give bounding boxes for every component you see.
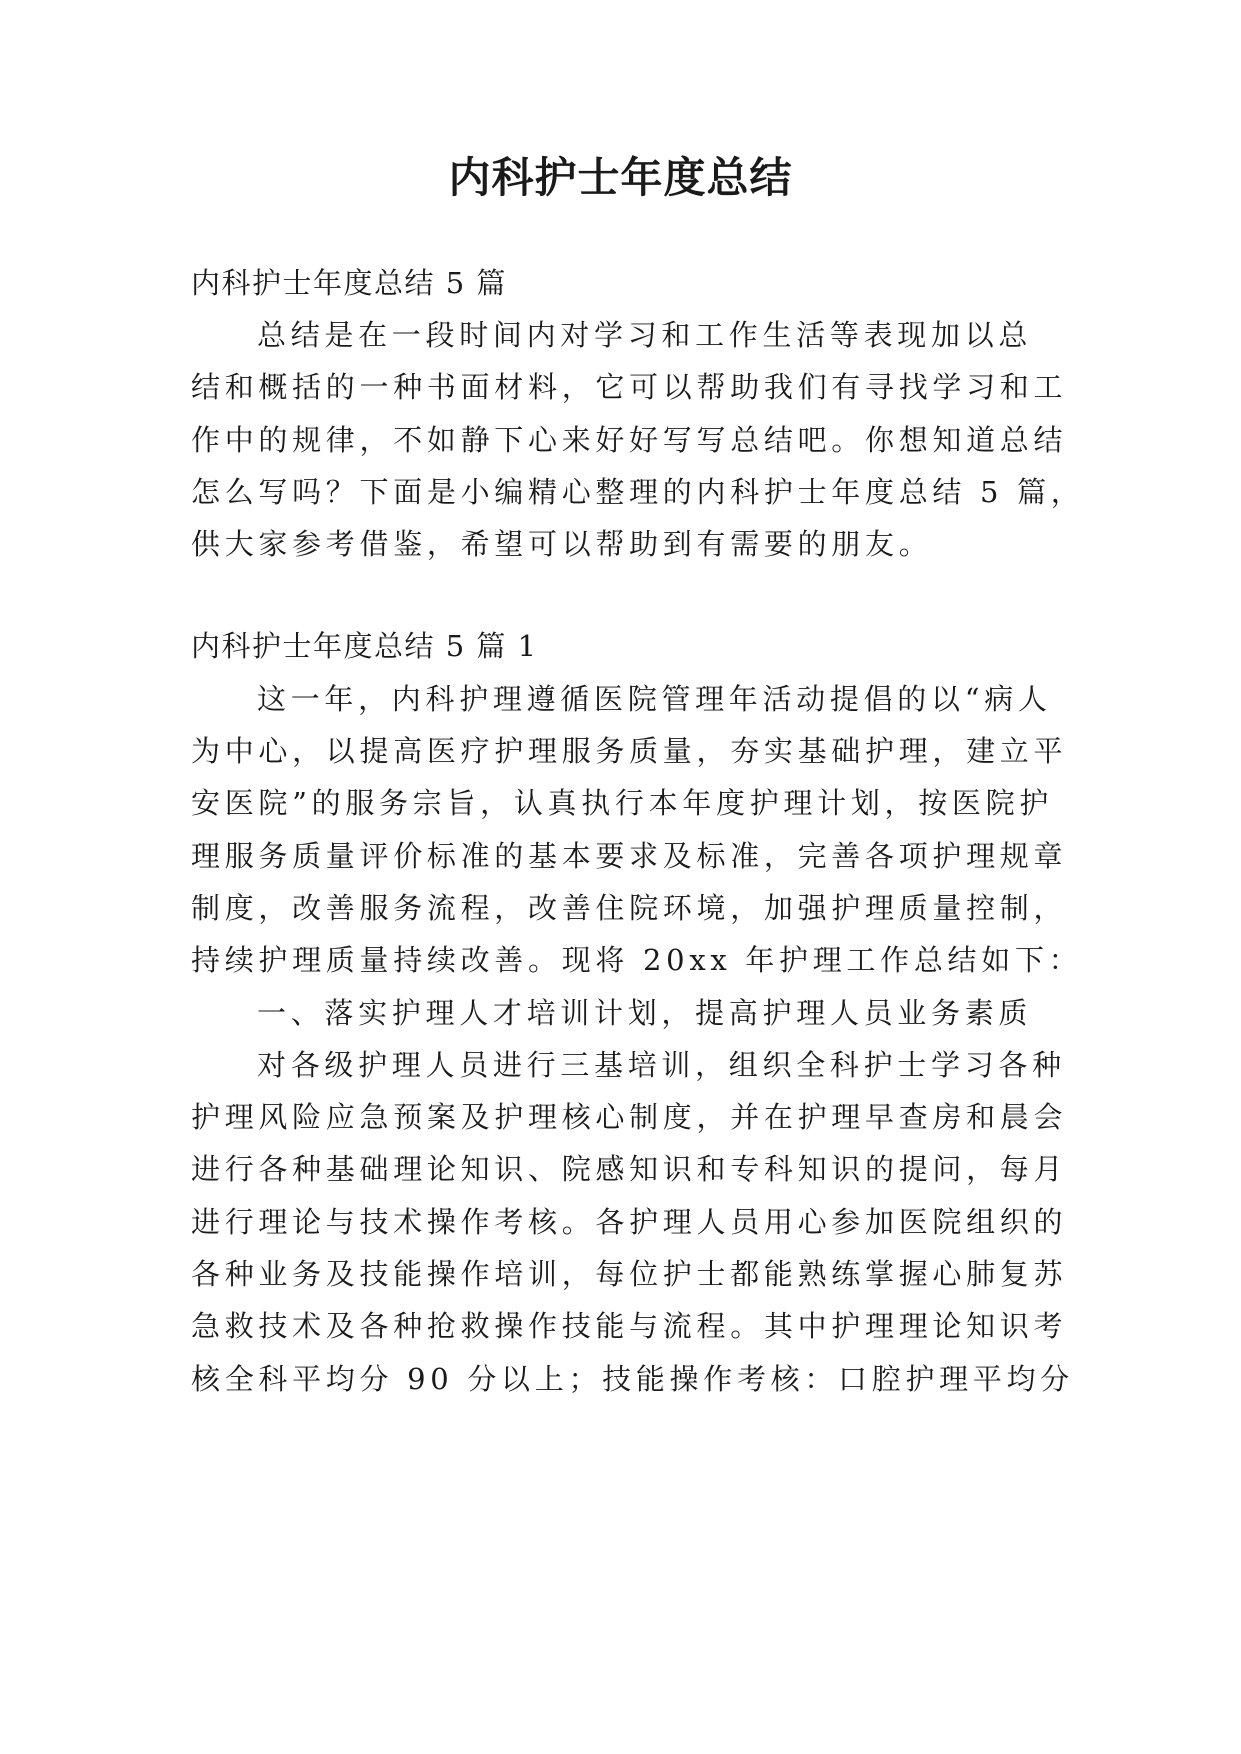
body-line: 理服务质量评价标准的基本要求及标准，完善各项护理规章 bbox=[191, 839, 1068, 873]
body-line: 为中心，以提高医疗护理服务质量，夯实基础护理，建立平 bbox=[191, 734, 1068, 768]
intro-line: 怎么写吗？下面是小编精心整理的内科护士年度总结 5 篇， bbox=[191, 475, 1085, 509]
intro-line: 结和概括的一种书面材料，它可以帮助我们有寻找学习和工 bbox=[191, 370, 1068, 404]
intro-line: 供大家参考借鉴，希望可以帮助到有需要的朋友。 bbox=[191, 527, 933, 561]
body-line: 急救技术及各种抢救操作技能与流程。其中护理理论知识考 bbox=[191, 1309, 1068, 1343]
document-title: 内科护士年度总结 bbox=[448, 153, 793, 202]
body-line: 对各级护理人员进行三基培训，组织全科护士学习各种 bbox=[257, 1048, 1066, 1082]
body-line: 各种业务及技能操作培训，每位护士都能熟练掌握心肺复苏 bbox=[191, 1257, 1068, 1291]
section-heading: 内科护士年度总结 5 篇 1 bbox=[191, 629, 538, 663]
body-line: 这一年，内科护理遵循医院管理年活动提倡的以“病人 bbox=[257, 682, 1052, 716]
body-line: 安医院”的服务宗旨，认真执行本年度护理计划，按医院护 bbox=[191, 786, 1054, 820]
body-line: 护理风险应急预案及护理核心制度，并在护理早查房和晨会 bbox=[191, 1100, 1068, 1134]
body-line: 持续护理质量持续改善。现将 20xx 年护理工作总结如下： bbox=[191, 943, 1083, 977]
body-line: 进行理论与技术操作考核。各护理人员用心参加医院组织的 bbox=[191, 1205, 1068, 1239]
point-heading: 一、落实护理人才培训计划，提高护理人员业务素质 bbox=[257, 996, 1033, 1030]
body-line: 核全科平均分 90 分以上；技能操作考核：口腔护理平均分 bbox=[191, 1362, 1074, 1396]
intro-line: 作中的规律，不如静下心来好好写写总结吧。你想知道总结 bbox=[191, 423, 1068, 457]
document-subtitle: 内科护士年度总结 5 篇 bbox=[191, 266, 507, 300]
body-line: 进行各种基础理论知识、院感知识和专科知识的提问，每月 bbox=[191, 1152, 1068, 1186]
intro-line: 总结是在一段时间内对学习和工作生活等表现加以总 bbox=[257, 318, 1033, 352]
body-line: 制度，改善服务流程，改善住院环境，加强护理质量控制， bbox=[191, 891, 1068, 925]
